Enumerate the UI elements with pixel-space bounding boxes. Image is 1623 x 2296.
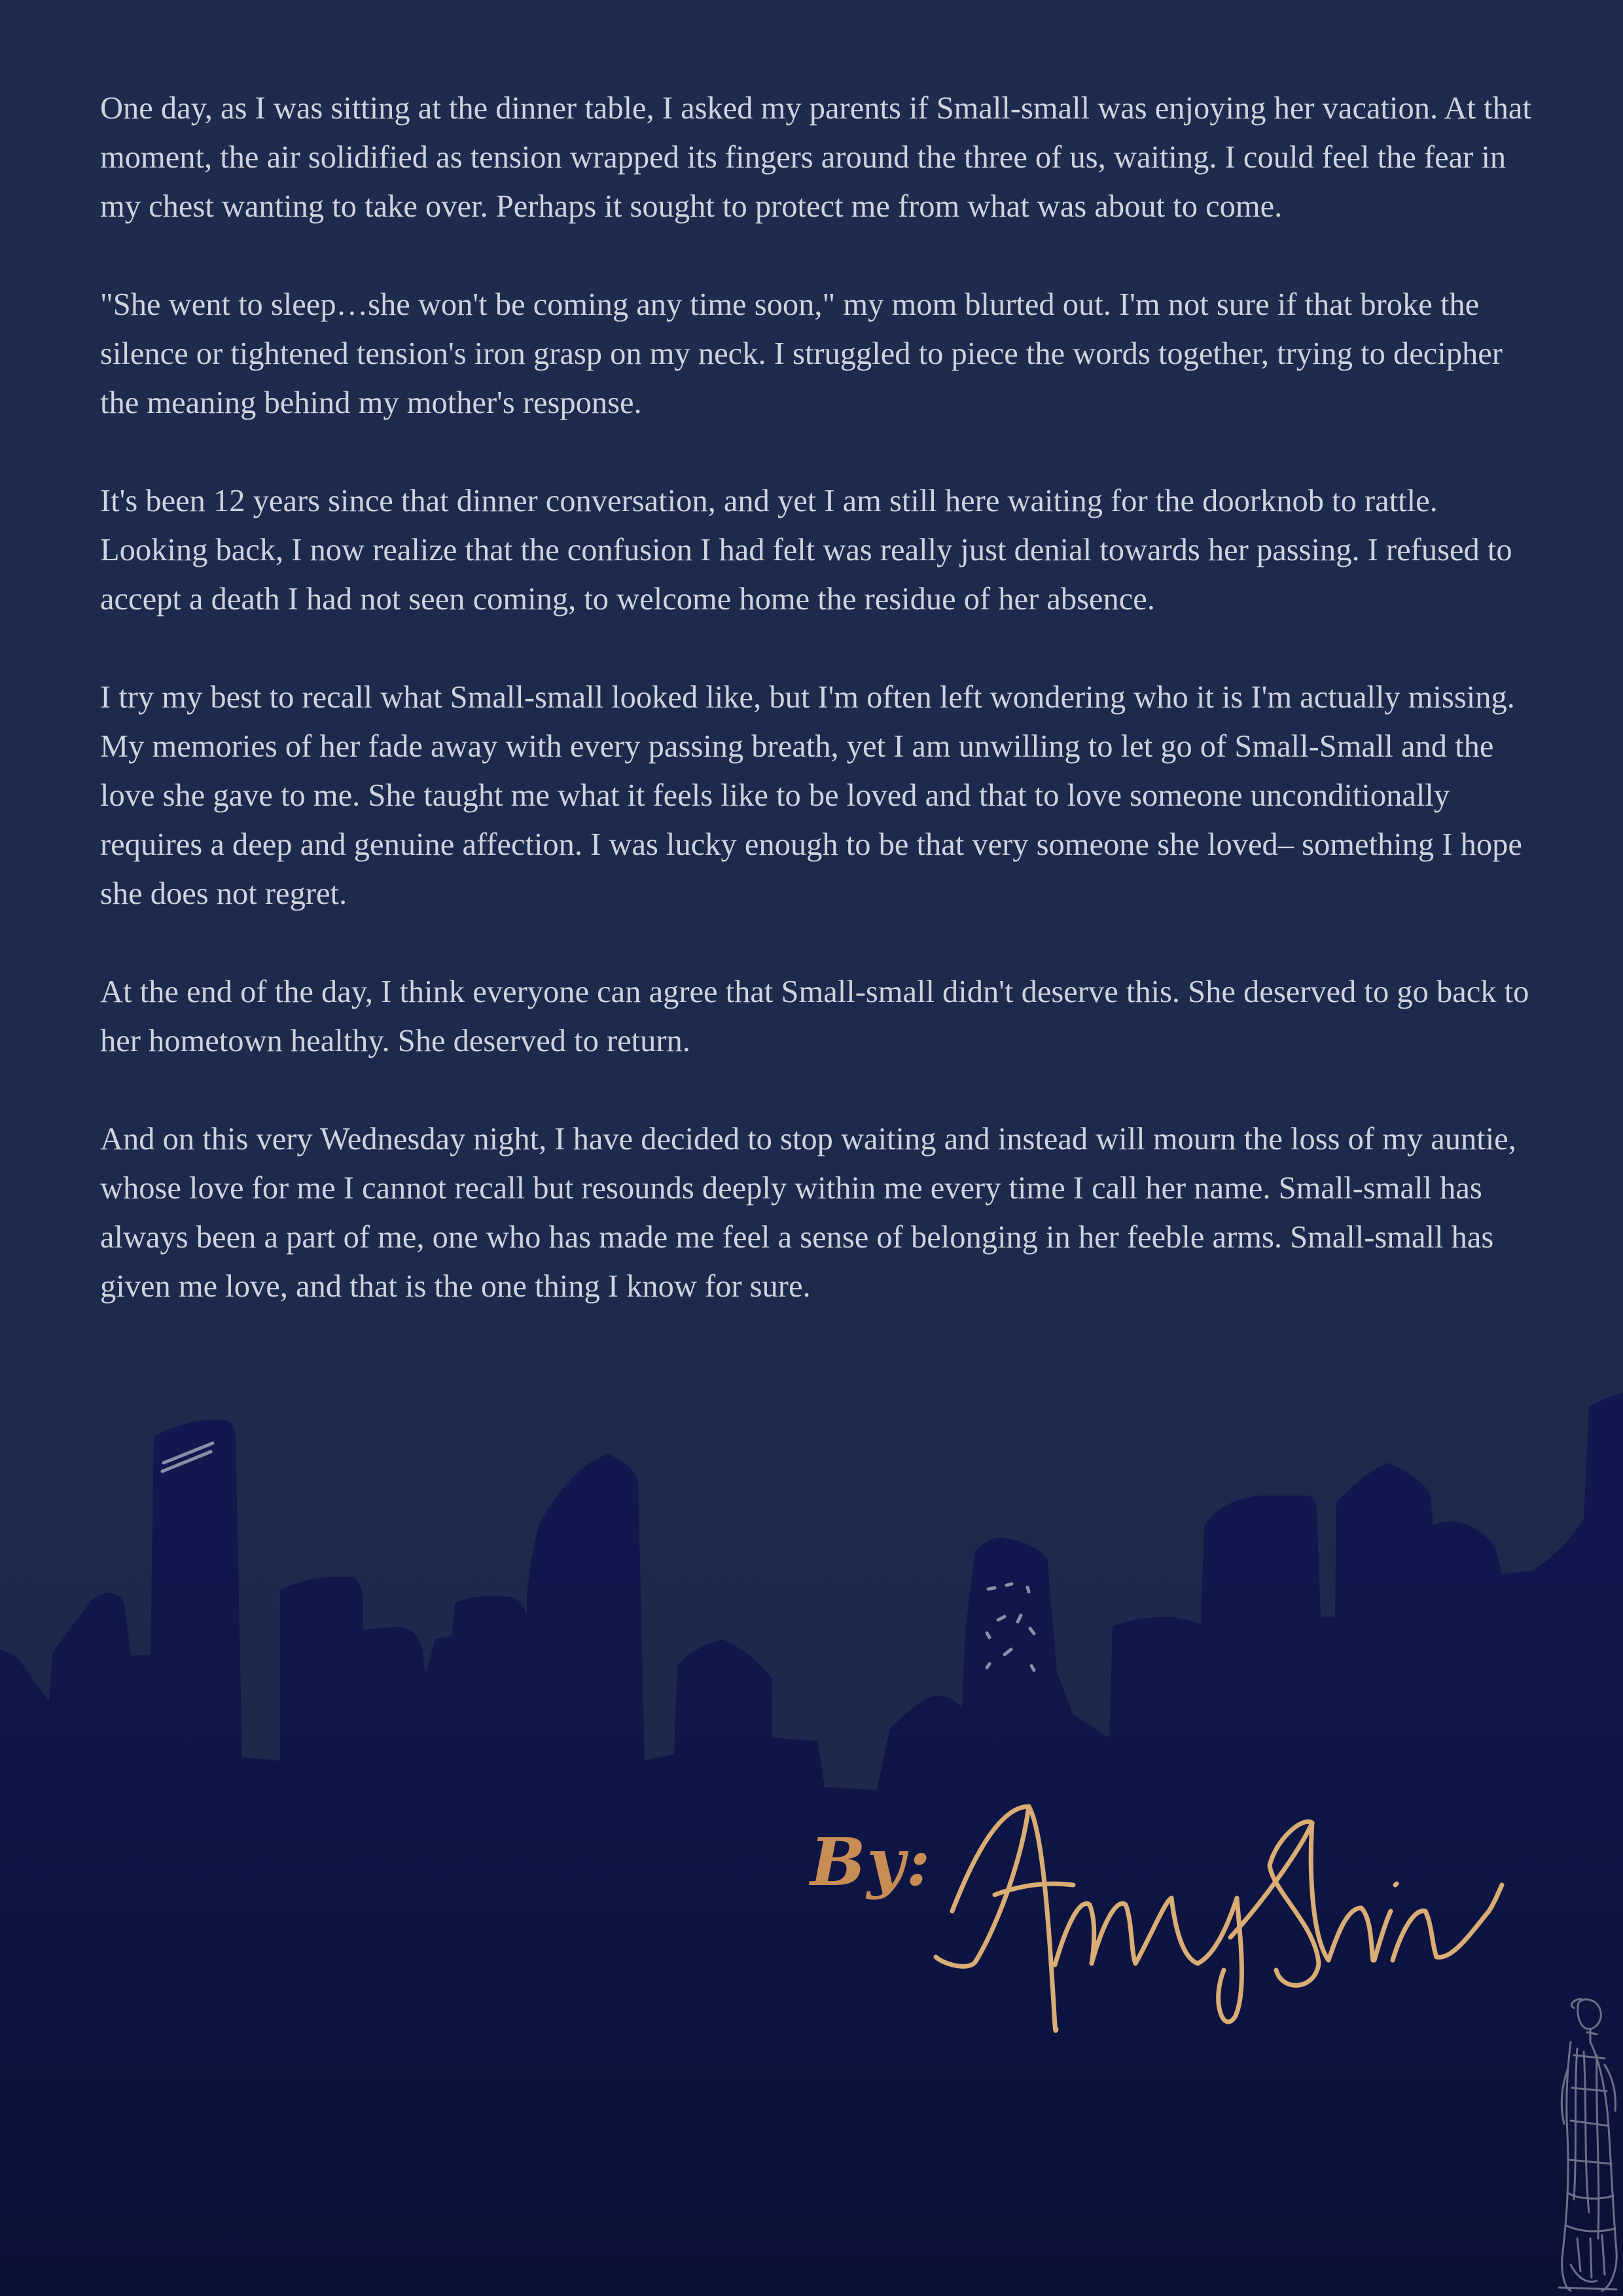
byline-label: By: — [810, 1823, 932, 1901]
essay-paragraph-5: At the end of the day, I think everyone can agree that Small-small didn't deserve this. She deserved to go back to her hometown healthy. She deserved to return. — [100, 975, 1529, 1058]
essay-paragraph-3: It's been 12 years since that dinner conversation, and yet I am still here waiting for the doorknob to rattle. Looking back, I now realize that the confusion I had felt was really just denial towards her passing. I refused to accept a death I had not seen coming, to welcome home the residue of her absence. — [100, 484, 1512, 617]
essay-paragraph-1: One day, as I was sitting at the dinner table, I asked my parents if Small-small was enjoying her vacation. At that moment, the air solidified as tension wrapped its fingers around the three of us, waiting. I could feel the fear in my chest wanting to take over. Perhaps it sought to protect me from what was about to come. — [100, 91, 1531, 224]
essay-paragraph-6: And on this very Wednesday night, I have decided to stop waiting and instead will mourn the loss of my auntie, whose love for me I cannot recall but resounds deeply within me every time I call her name. Small-small has always been a part of me, one who has made me feel a sense of belonging in her feeble arms. Small-small has given me love, and that is the one thing I know for sure. — [100, 1122, 1516, 1304]
essay-paragraph-4: I try my best to recall what Small-small looked like, but I'm often left wondering who it is I'm actually missing. My memories of her fade away with every passing breath, yet I am unwilling to let go of Small-Small and the love she gave to me. She taught me what it feels like to be loved and that to love someone unconditionally requires a deep and genuine affection. I was lucky enough to be that very someone she loved– something I hope she does not regret. — [100, 680, 1522, 911]
essay-paragraph-2: "She went to sleep…she won't be coming any time soon," my mom blurted out. I'm not sure if that broke the silence or tightened tension's iron grasp on my neck. I struggled to piece the words together, trying to decipher the meaning behind my mother's response. — [100, 287, 1503, 420]
